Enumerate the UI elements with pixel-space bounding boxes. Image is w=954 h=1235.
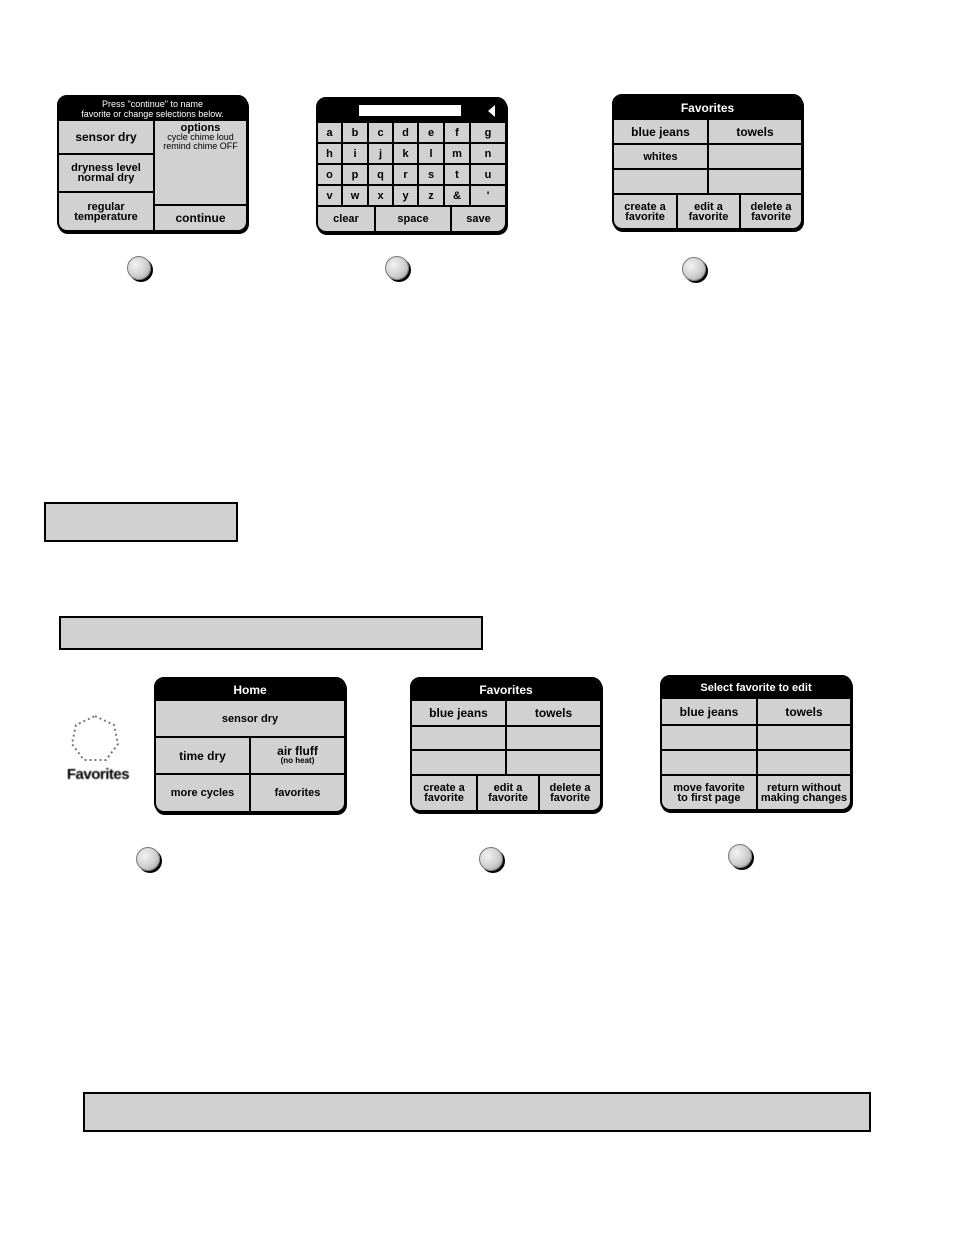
move-to-first-page-button[interactable]: [662, 776, 758, 809]
fav-label: whites: [643, 150, 678, 163]
delete-favorite-button[interactable]: [540, 776, 600, 810]
options-remind: remind chime OFF: [163, 141, 238, 151]
create-favorite-button[interactable]: [614, 195, 678, 228]
create-line-2: favorite: [625, 210, 665, 223]
key-r[interactable]: r: [394, 165, 419, 186]
move-line-1: move favorite: [673, 781, 745, 794]
favorite-empty-slot[interactable]: [709, 170, 801, 195]
key-p[interactable]: p: [343, 165, 369, 186]
edit-favorite-button[interactable]: [678, 195, 741, 228]
return-line-1: return without: [767, 781, 841, 794]
fav-label: blue jeans: [679, 704, 739, 719]
step-circle-6: [728, 844, 752, 868]
key-v[interactable]: v: [318, 186, 343, 207]
clear-key[interactable]: [318, 207, 376, 231]
key-d[interactable]: d: [394, 123, 419, 144]
edit-line-1: edit a: [493, 782, 523, 794]
air-fluff-label: air fluff: [277, 743, 318, 758]
fav-label: blue jeans: [429, 706, 488, 720]
create-line-1: create a: [423, 782, 465, 794]
save-key[interactable]: [452, 207, 505, 231]
space-label: space: [397, 213, 429, 225]
options-screen: [57, 95, 248, 232]
favorites-title: Favorites: [680, 101, 735, 115]
fav-label: towels: [736, 124, 774, 139]
favorite-empty-slot[interactable]: [662, 726, 758, 751]
fav-label: blue jeans: [631, 124, 690, 139]
options-title: options: [180, 122, 221, 134]
favorite-empty-slot[interactable]: [662, 751, 758, 776]
options-panel[interactable]: [155, 121, 246, 206]
favorite-empty-slot[interactable]: [507, 727, 600, 751]
home-screen: [154, 677, 346, 813]
subsection-heading-box: [59, 616, 483, 650]
heptagon-outline-icon: [58, 712, 138, 766]
favorite-blue-jeans[interactable]: [412, 701, 507, 727]
favorite-blue-jeans[interactable]: [614, 120, 709, 145]
delete-line-1: delete a: [750, 200, 792, 213]
name-input-field[interactable]: [359, 105, 461, 116]
favorites-label: favorites: [274, 787, 321, 799]
favorite-empty-slot[interactable]: [412, 751, 507, 776]
fav-label: towels: [785, 704, 823, 719]
favorites-icon: [58, 712, 138, 784]
key-a[interactable]: a: [318, 123, 343, 144]
create-favorite-button[interactable]: [412, 776, 478, 810]
favorite-whites[interactable]: [614, 145, 709, 170]
key-t[interactable]: t: [445, 165, 471, 186]
edit-line-1: edit a: [694, 200, 723, 213]
key-h[interactable]: h: [318, 144, 343, 165]
continue-button[interactable]: [155, 206, 246, 230]
key-'[interactable]: ': [471, 186, 505, 207]
temperature-label: regular: [87, 200, 125, 213]
favorites-screen-bottom: [410, 677, 602, 812]
key-j[interactable]: j: [369, 144, 394, 165]
favorites-screen-top: [612, 94, 803, 230]
key-n[interactable]: n: [471, 144, 505, 165]
step-circle-1: [127, 256, 151, 280]
save-label: save: [466, 213, 491, 225]
key-&[interactable]: &: [445, 186, 471, 207]
dryness-level-button[interactable]: [59, 155, 155, 193]
space-key[interactable]: [376, 207, 452, 231]
header-line-2: favorite or change selections below.: [81, 109, 224, 119]
return-line-2: making changes: [760, 791, 848, 804]
keyboard-screen: [316, 97, 507, 233]
fav-label: towels: [534, 706, 573, 720]
favorite-blue-jeans[interactable]: [662, 699, 758, 726]
options-header: [59, 97, 246, 121]
temperature-button[interactable]: [59, 193, 155, 230]
edit-favorite-button[interactable]: [478, 776, 540, 810]
section-heading-box: [44, 502, 238, 542]
key-u[interactable]: u: [471, 165, 505, 186]
sensor-dry-button[interactable]: [59, 121, 155, 155]
header-line-1: Press "continue" to name: [102, 99, 203, 109]
key-q[interactable]: q: [369, 165, 394, 186]
no-heat-label: (no heat): [280, 755, 315, 765]
keyboard-header: [318, 99, 505, 123]
key-g[interactable]: g: [471, 123, 505, 144]
air-fluff-button[interactable]: [251, 738, 344, 775]
step-circle-4: [136, 847, 160, 871]
create-line-1: create a: [624, 200, 666, 213]
dryness-value: normal dry: [77, 172, 135, 184]
key-b[interactable]: b: [343, 123, 369, 144]
sensor-dry-label: sensor dry: [75, 130, 137, 144]
key-z[interactable]: z: [419, 186, 445, 207]
favorite-empty-slot[interactable]: [507, 751, 600, 776]
edit-line-2: favorite: [488, 792, 528, 804]
select-edit-header: [662, 677, 850, 699]
delete-favorite-button[interactable]: [741, 195, 801, 228]
favorite-empty-slot[interactable]: [758, 751, 850, 776]
favorites-icon-label: Favorites: [66, 766, 130, 783]
temperature-value: temperature: [74, 210, 138, 223]
key-w[interactable]: w: [343, 186, 369, 207]
clear-label: clear: [333, 213, 359, 225]
move-line-2: to first page: [677, 791, 741, 804]
favorite-empty-slot[interactable]: [614, 170, 709, 195]
create-line-2: favorite: [424, 792, 464, 804]
step-circle-3: [682, 257, 706, 281]
favorites-header: [412, 679, 600, 701]
delete-line-1: delete a: [549, 782, 591, 794]
options-chime: cycle chime loud: [167, 132, 234, 142]
favorite-empty-slot[interactable]: [412, 727, 507, 751]
more-cycles-button[interactable]: [156, 775, 251, 811]
sensor-dry-label: sensor dry: [221, 712, 279, 725]
time-dry-button[interactable]: [156, 738, 251, 775]
home-header: [156, 679, 344, 701]
key-c[interactable]: c: [369, 123, 394, 144]
footer-note-box: [83, 1092, 871, 1132]
sensor-dry-button[interactable]: [156, 701, 344, 738]
favorites-button[interactable]: [251, 775, 344, 811]
return-without-changes-button[interactable]: [758, 776, 850, 809]
step-circle-2: [385, 256, 409, 280]
continue-label: continue: [175, 211, 226, 225]
more-cycles-label: more cycles: [170, 787, 235, 799]
favorites-header: [614, 96, 801, 120]
favorite-empty-slot[interactable]: [758, 726, 850, 751]
key-f[interactable]: f: [445, 123, 471, 144]
select-edit-title: Select favorite to edit: [700, 682, 812, 694]
edit-line-2: favorite: [688, 210, 729, 223]
favorite-towels[interactable]: [758, 699, 850, 726]
dryness-label: dryness level: [71, 162, 141, 174]
favorite-empty-slot[interactable]: [709, 145, 801, 170]
left-triangle-icon[interactable]: [488, 105, 495, 117]
key-x[interactable]: x: [369, 186, 394, 207]
key-m[interactable]: m: [445, 144, 471, 165]
time-dry-label: time dry: [179, 748, 226, 763]
key-s[interactable]: s: [419, 165, 445, 186]
key-e[interactable]: e: [419, 123, 445, 144]
home-title: Home: [233, 683, 267, 697]
delete-line-2: favorite: [550, 792, 590, 804]
key-k[interactable]: k: [394, 144, 419, 165]
favorite-towels[interactable]: [507, 701, 600, 727]
step-circle-5: [479, 847, 503, 871]
key-o[interactable]: o: [318, 165, 343, 186]
select-favorite-edit-screen: [660, 675, 852, 811]
key-i[interactable]: i: [343, 144, 369, 165]
key-l[interactable]: l: [419, 144, 445, 165]
key-y[interactable]: y: [394, 186, 419, 207]
favorites-title: Favorites: [479, 683, 533, 697]
delete-line-2: favorite: [751, 210, 791, 223]
favorite-towels[interactable]: [709, 120, 801, 145]
